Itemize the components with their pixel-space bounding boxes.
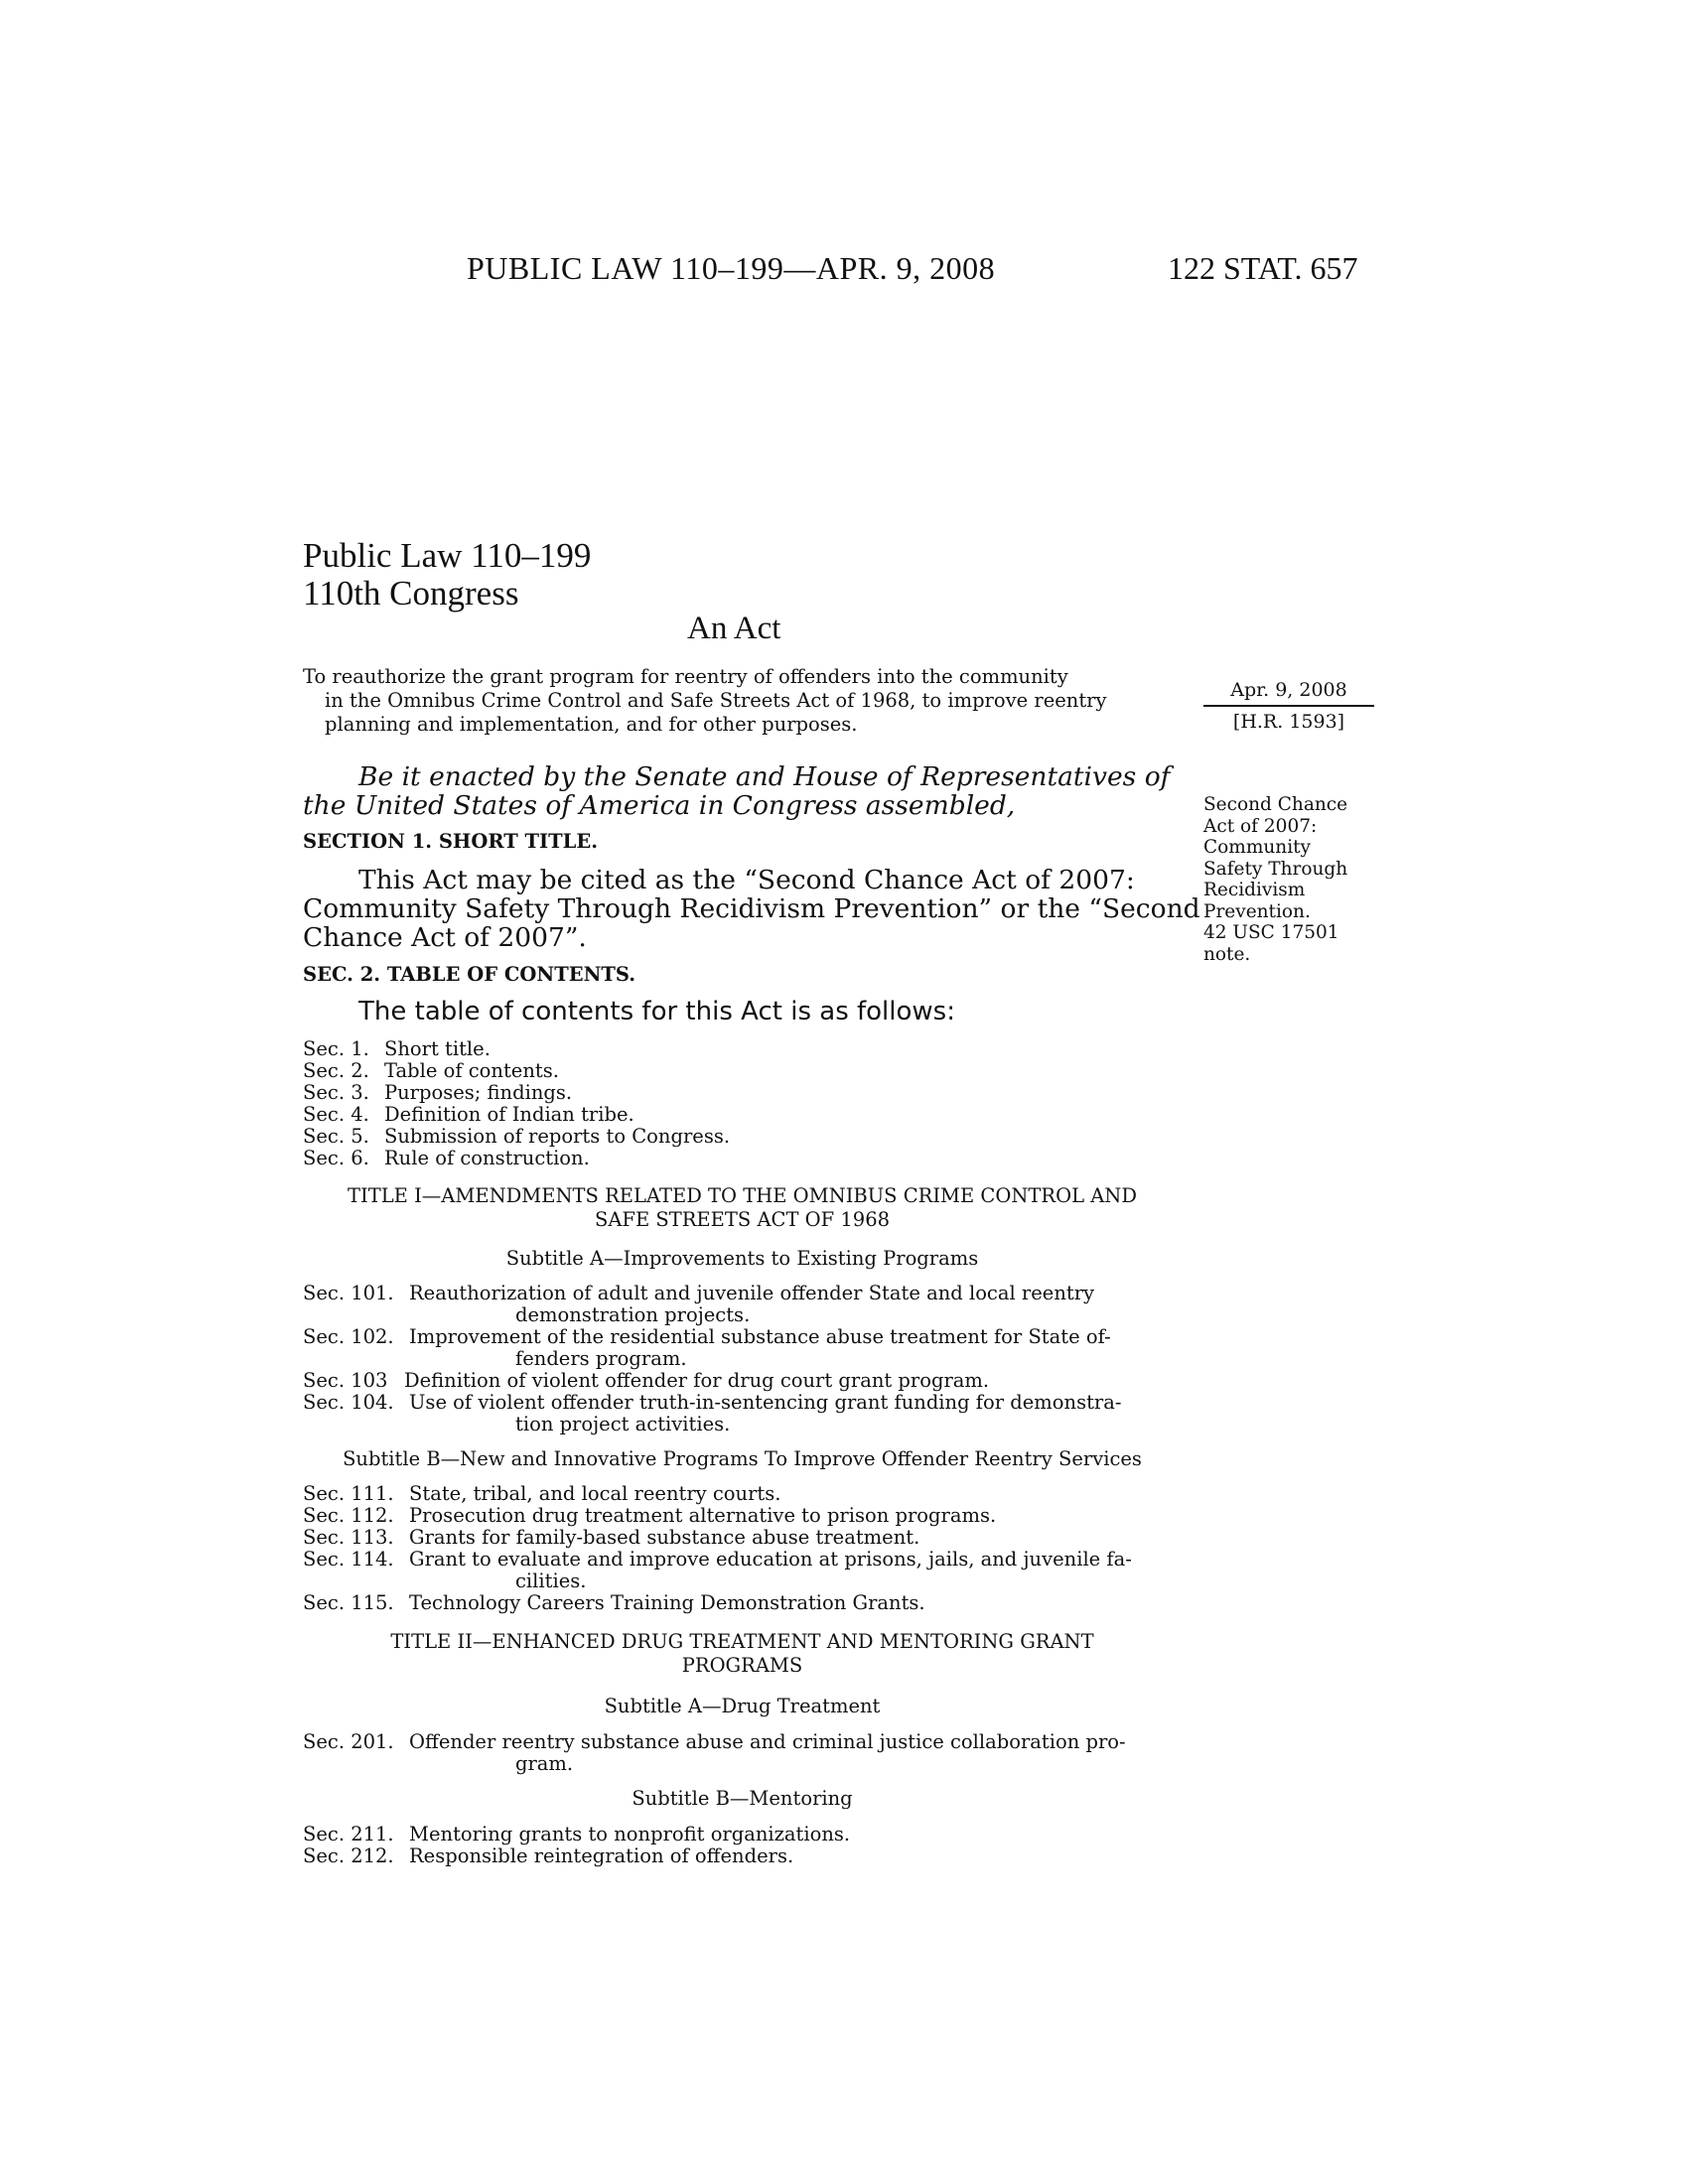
enacting-clause bbox=[303, 762, 1182, 820]
toc-title-1-subtitle-b: Subtitle B—New and Innovative Programs To Improve Offender Reentry Services bbox=[343, 1447, 1142, 1470]
toc-title-2-heading bbox=[303, 1630, 1182, 1678]
toc-entry: Sec. 114. Grant to evaluate and improve education at prisons, jails, and juvenile fa- cilities. bbox=[303, 1548, 1132, 1592]
act-purpose bbox=[303, 665, 1182, 737]
margin-note-line: Prevention. bbox=[1203, 900, 1311, 922]
toc-title-1-heading bbox=[303, 1184, 1182, 1232]
toc-title-1-subtitle-a-list bbox=[303, 1283, 1182, 1435]
congress-number: 110th Congress bbox=[303, 574, 519, 613]
title-heading-line: TITLE I—AMENDMENTS RELATED TO THE OMNIBUS CRIME CONTROL AND bbox=[347, 1184, 1137, 1207]
statute-citation: 122 STAT. 657 bbox=[1168, 250, 1358, 286]
enacting-line: the United States of America in Congress assembled, bbox=[303, 790, 1016, 821]
toc-entry: Sec. 111. State, tribal, and local reentry courts. bbox=[303, 1482, 781, 1505]
title-heading-line: SAFE STREETS ACT OF 1968 bbox=[594, 1208, 891, 1231]
margin-note-line: 42 USC 17501 bbox=[1203, 922, 1339, 943]
toc-entry: Sec. 112. Prosecution drug treatment alternative to prison programs. bbox=[303, 1504, 997, 1527]
toc-entry: Sec. 6. Rule of construction. bbox=[303, 1147, 590, 1169]
running-head: PUBLIC LAW 110–199—APR. 9, 2008 bbox=[467, 250, 996, 286]
toc-title-1-subtitle-b-list bbox=[303, 1483, 1182, 1614]
margin-note-line: Safety Through bbox=[1203, 858, 1348, 880]
purpose-line: To reauthorize the grant program for reentry of offenders into the community bbox=[303, 665, 1068, 688]
toc-entry: Sec. 212. Responsible reintegration of offenders. bbox=[303, 1844, 794, 1867]
toc-entry: Sec. 115. Technology Careers Training Demonstration Grants. bbox=[303, 1591, 925, 1614]
act-label: An Act bbox=[687, 611, 781, 646]
margin-note bbox=[1203, 794, 1377, 965]
toc-title-2-subtitle-b-list bbox=[303, 1824, 1182, 1867]
toc-title-2-subtitle-b: Subtitle B—Mentoring bbox=[632, 1787, 853, 1810]
toc-entry: Sec. 101. Reauthorization of adult and juvenile offender State and local reentry demonstration projects. bbox=[303, 1282, 1095, 1326]
margin-date: Apr. 9, 2008 bbox=[1203, 679, 1374, 707]
toc-entry: Sec. 3. Purposes; findings. bbox=[303, 1081, 573, 1104]
margin-note-line: note. bbox=[1203, 943, 1251, 965]
section-1-heading: SECTION 1. SHORT TITLE. bbox=[303, 830, 599, 853]
toc-general-list bbox=[303, 1038, 1182, 1169]
toc-entry: Sec. 1. Short title. bbox=[303, 1037, 491, 1060]
section-1-line: Chance Act of 2007”. bbox=[303, 922, 587, 953]
enacting-line: Be it enacted by the Senate and House of Representatives of bbox=[358, 761, 1171, 792]
section-1-body bbox=[303, 865, 1200, 953]
section-2-heading: SEC. 2. TABLE OF CONTENTS. bbox=[303, 963, 636, 986]
toc-entry: Sec. 4. Definition of Indian tribe. bbox=[303, 1103, 634, 1126]
toc-entry: Sec. 104. Use of violent offender truth-in-sentencing grant funding for demonstra- tion project activities. bbox=[303, 1391, 1122, 1435]
toc-entry: Sec. 102. Improvement of the residential substance abuse treatment for State of- fenders program. bbox=[303, 1325, 1111, 1370]
toc-entry: Sec. 211. Mentoring grants to nonprofit organizations. bbox=[303, 1823, 851, 1845]
margin-note-line: Recidivism bbox=[1203, 880, 1306, 900]
toc-entry: Sec. 103 Definition of violent offender for drug court grant program. bbox=[303, 1369, 990, 1392]
section-2-intro: The table of contents for this Act is as follows: bbox=[358, 997, 955, 1026]
toc-title-2-subtitle-a: Subtitle A—Drug Treatment bbox=[604, 1695, 881, 1717]
margin-note-line: Second Chance bbox=[1203, 794, 1348, 815]
toc-entry: Sec. 113. Grants for family-based substance abuse treatment. bbox=[303, 1526, 920, 1549]
section-1-line: This Act may be cited as the “Second Chance Act of 2007: bbox=[358, 865, 1135, 895]
law-title-block bbox=[303, 537, 591, 613]
margin-bill-number: [H.R. 1593] bbox=[1232, 711, 1345, 733]
toc-entry: Sec. 5. Submission of reports to Congress. bbox=[303, 1125, 731, 1148]
toc-title-1-subtitle-a: Subtitle A—Improvements to Existing Programs bbox=[505, 1247, 979, 1270]
purpose-line: planning and implementation, and for other purposes. bbox=[325, 713, 858, 736]
toc-title-2-subtitle-a-list bbox=[303, 1731, 1182, 1775]
title-heading-line: PROGRAMS bbox=[681, 1654, 803, 1677]
section-1-line: Community Safety Through Recidivism Prevention” or the “Second bbox=[303, 893, 1200, 924]
margin-note-line: Community bbox=[1203, 837, 1312, 858]
purpose-line: in the Omnibus Crime Control and Safe Streets Act of 1968, to improve reentry bbox=[325, 689, 1107, 712]
title-heading-line: TITLE II—ENHANCED DRUG TREATMENT AND MENTORING GRANT bbox=[390, 1630, 1094, 1653]
margin-note-line: Act of 2007: bbox=[1203, 815, 1318, 837]
law-number: Public Law 110–199 bbox=[303, 536, 592, 575]
toc-entry: Sec. 201. Offender reentry substance abuse and criminal justice collaboration pro- gram. bbox=[303, 1730, 1126, 1775]
toc-entry: Sec. 2. Table of contents. bbox=[303, 1059, 559, 1082]
